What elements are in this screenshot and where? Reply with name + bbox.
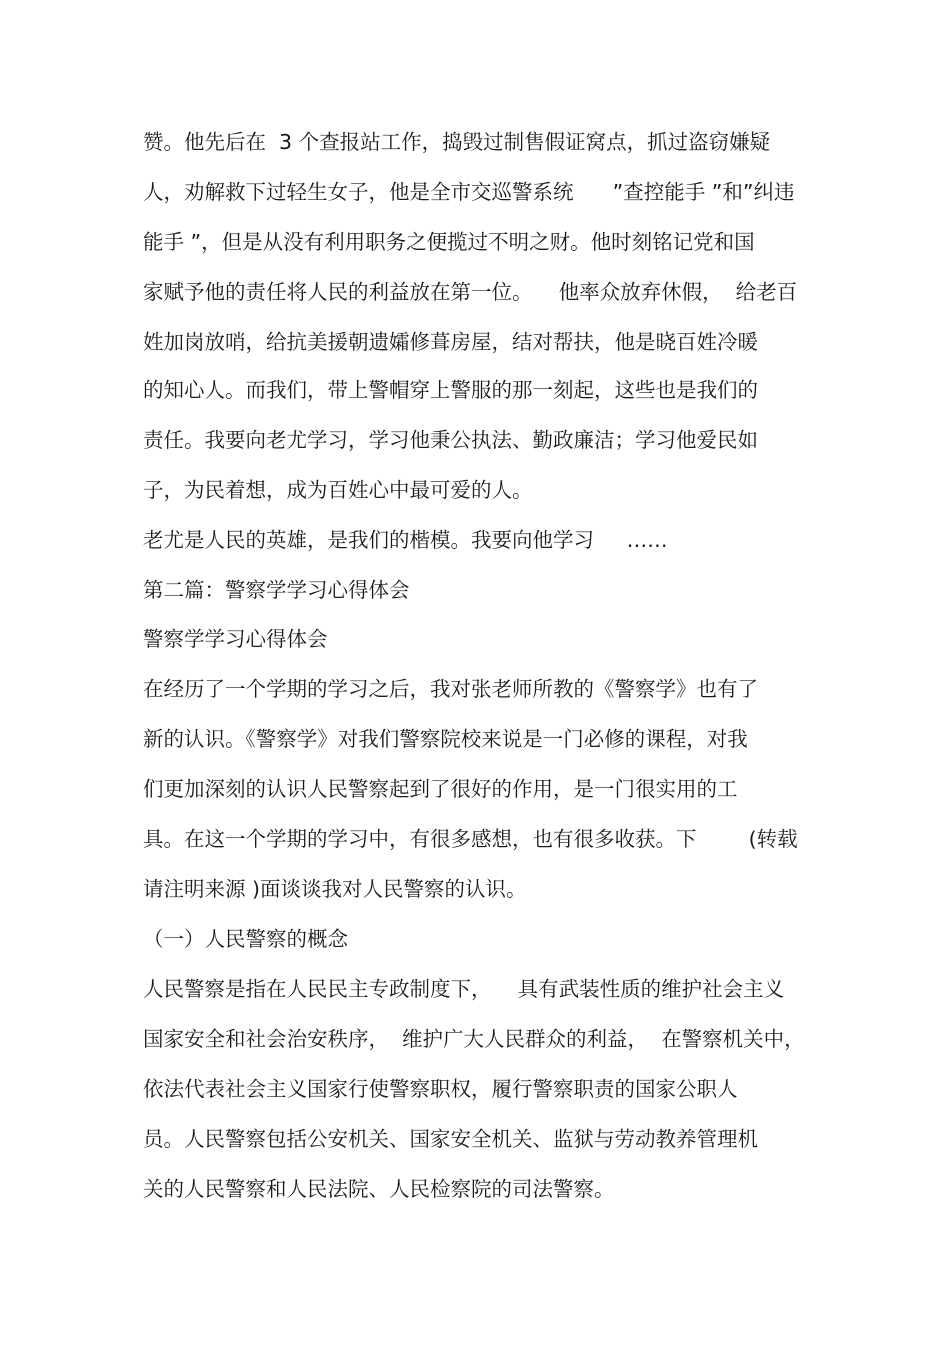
text-line: 家赋予他的责任将人民的利益放在第一位。 他率众放弃休假， 给老百 <box>143 280 798 304</box>
text-line: 依法代表社会主义国家行使警察职权，履行警察职责的国家公职人 <box>143 1077 738 1101</box>
text-line: 新的认识。《警察学》对我们警察院校来说是一门必修的课程，对我 <box>143 727 748 751</box>
text-line: 赞。他先后在 3 个查报站工作，捣毁过制售假证窝点，抓过盗窃嫌疑 <box>143 130 771 154</box>
text-line: 责任。我要向老尤学习，学习他秉公执法、勤政廉洁；学习他爱民如 <box>143 428 758 452</box>
text-line: 请注明来源 )面谈谈我对人民警察的认识。 <box>143 877 527 901</box>
section-heading: 第二篇：警察学学习心得体会 <box>143 578 410 602</box>
text-line: 人民警察是指在人民民主专政制度下， 具有武装性质的维护社会主义 <box>143 977 785 1001</box>
subsection-heading: （一）人民警察的概念 <box>143 927 348 951</box>
text-line: 能手 ”，但是从没有利用职务之便揽过不明之财。他时刻铭记党和国 <box>143 230 755 254</box>
text-line: 在经历了一个学期的学习之后，我对张老师所教的《警察学》也有了 <box>143 677 758 701</box>
text-line: 老尤是人民的英雄，是我们的楷模。我要向他学习 …… <box>143 528 668 552</box>
article-title: 警察学学习心得体会 <box>143 627 328 651</box>
text-line: 员。人民警察包括公安机关、国家安全机关、监狱与劳动教养管理机 <box>143 1127 758 1151</box>
text-line: 具。在这一个学期的学习中，有很多感想，也有很多收获。下 (转载 <box>143 827 798 851</box>
text-line: 子，为民着想，成为百姓心中最可爱的人。 <box>143 478 533 502</box>
text-line: 的知心人。而我们，带上警帽穿上警服的那一刻起，这些也是我们的 <box>143 378 758 402</box>
text-line: 们更加深刻的认识人民警察起到了很好的作用，是一门很实用的工 <box>143 777 738 801</box>
text-line: 姓加岗放哨，给抗美援朝遗孀修葺房屋，结对帮扶，他是晓百姓冷暖 <box>143 330 758 354</box>
text-line: 国家安全和社会治安秩序， 维护广大人民群众的利益， 在警察机关中， <box>143 1027 805 1051</box>
text-line: 人，劝解救下过轻生女子，他是全市交巡警系统 ”查控能手 ”和”纠违 <box>143 180 795 204</box>
text-line: 关的人民警察和人民法院、人民检察院的司法警察。 <box>143 1177 615 1201</box>
